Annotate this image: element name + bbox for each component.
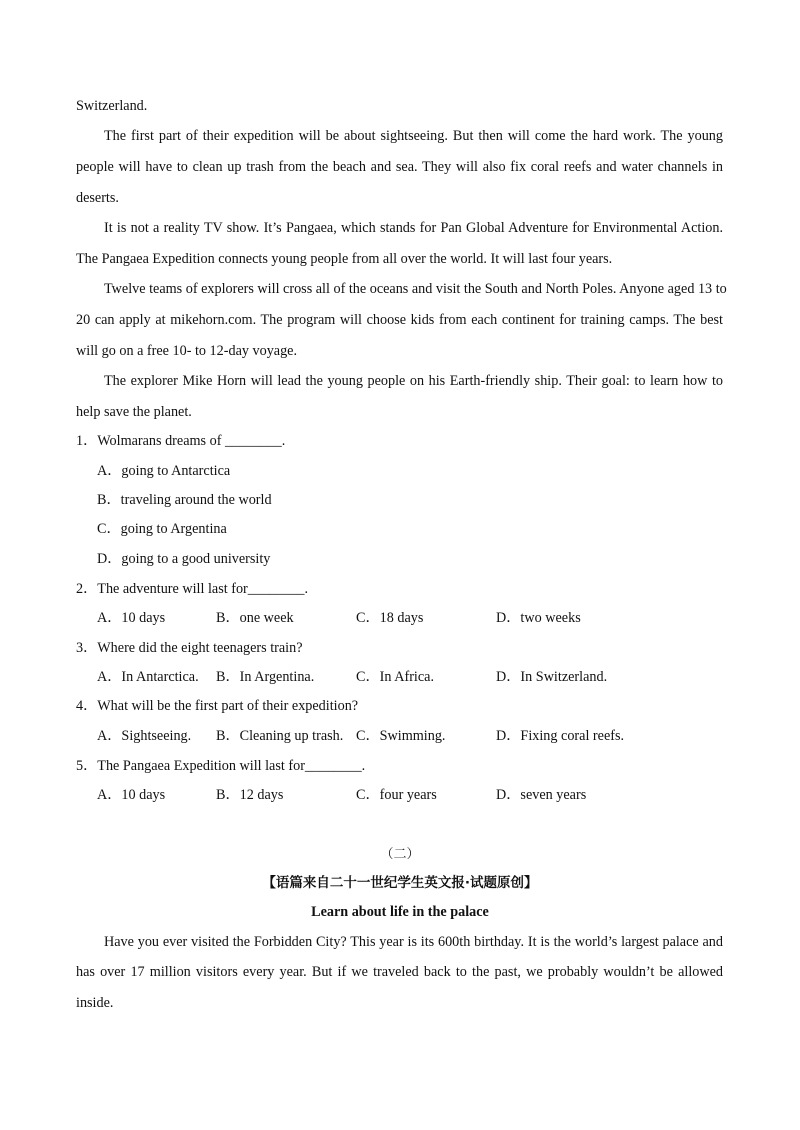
passage-line: Have you ever visited the Forbidden City? This year is its 600th birthday. It is the world’s largest palace and (104, 934, 723, 950)
passage-line: It is not a reality TV show. It’s Pangaea, which stands for Pan Global Adventure for Environmental Action. (104, 220, 723, 236)
question-stem: 4．What will be the first part of their expedition? (76, 698, 359, 714)
answer-option[interactable]: C．going to Argentina (97, 521, 227, 537)
answer-option[interactable]: B．12 days (216, 787, 284, 803)
answer-option[interactable]: D．Fixing coral reefs. (496, 728, 625, 744)
passage-line: deserts. (76, 190, 119, 206)
answer-option[interactable]: D．seven years (496, 787, 587, 803)
passage-line: The explorer Mike Horn will lead the young people on his Earth-friendly ship. Their goal: to learn how to (104, 373, 723, 389)
passage-line: inside. (76, 995, 114, 1011)
answer-option[interactable]: B．one week (216, 610, 294, 626)
passage-line: Switzerland. (76, 98, 148, 114)
answer-option[interactable]: D．two weeks (496, 610, 581, 626)
answer-option[interactable]: D．In Switzerland. (496, 669, 608, 685)
passage-line: The first part of their expedition will be about sightseeing. But then will come the hard work. The young (104, 128, 723, 144)
passage-line: has over 17 million visitors every year. But if we traveled back to the past, we probably wouldn’t be allowed (76, 964, 723, 980)
question-stem: 2．The adventure will last for________. (76, 581, 309, 597)
answer-option[interactable]: B．Cleaning up trash. (216, 728, 344, 744)
passage-line: people will have to clean up trash from the beach and sea. They will also fix coral reefs and water channels in (76, 159, 723, 175)
passage-line: help save the planet. (76, 404, 192, 420)
answer-option[interactable]: C．four years (356, 787, 437, 803)
answer-option[interactable]: A．Sightseeing. (97, 728, 192, 744)
answer-option[interactable]: C．18 days (356, 610, 424, 626)
passage-line: 20 can apply at mikehorn.com. The program will choose kids from each continent for training camps. The best (76, 312, 723, 328)
question-stem: 5．The Pangaea Expedition will last for________. (76, 758, 366, 774)
answer-option[interactable]: A．In Antarctica. (97, 669, 199, 685)
answer-option[interactable]: B．In Argentina. (216, 669, 315, 685)
passage-line: Twelve teams of explorers will cross all of the oceans and visit the South and North Poles. Anyone aged 13 to (104, 281, 727, 297)
section-number: （二） (380, 846, 420, 861)
question-stem: 1．Wolmarans dreams of ________. (76, 433, 286, 449)
passage-line: will go on a free 10- to 12-day voyage. (76, 343, 298, 359)
answer-option[interactable]: A．going to Antarctica (97, 463, 231, 479)
answer-option[interactable]: C．Swimming. (356, 728, 446, 744)
answer-option[interactable]: D．going to a good university (97, 551, 271, 567)
answer-option[interactable]: C．In Africa. (356, 669, 435, 685)
section-source: 【语篇来自二十一世纪学生英文报·试题原创】 (262, 875, 538, 891)
answer-option[interactable]: A．10 days (97, 610, 166, 626)
answer-option[interactable]: A．10 days (97, 787, 166, 803)
question-stem: 3．Where did the eight teenagers train? (76, 640, 303, 656)
section-title: Learn about life in the palace (311, 904, 489, 920)
passage-line: The Pangaea Expedition connects young people from all over the world. It will last four years. (76, 251, 613, 267)
answer-option[interactable]: B．traveling around the world (97, 492, 272, 508)
